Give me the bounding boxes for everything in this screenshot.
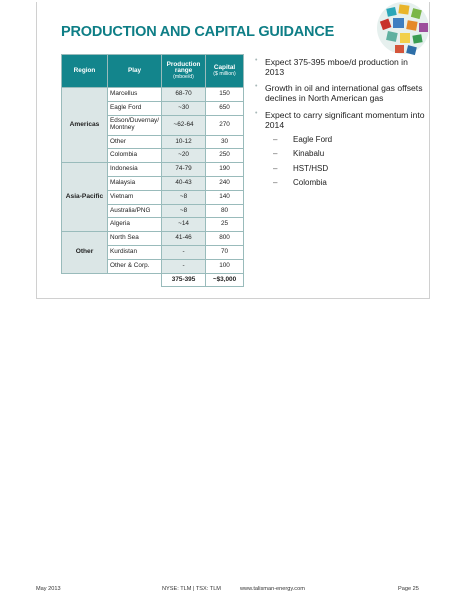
production-cell: 10-12 [162, 135, 206, 149]
guidance-table [61, 54, 244, 287]
header-capital: Capital ($ million) [206, 55, 244, 88]
production-cell: ~8 [162, 204, 206, 218]
play-cell: Indonesia [108, 163, 162, 177]
production-cell: ~30 [162, 101, 206, 115]
play-cell: Kurdistan [108, 245, 162, 259]
capital-cell: 25 [206, 218, 244, 232]
play-cell: Other & Corp. [108, 259, 162, 273]
play-cell: Marcellus [108, 88, 162, 102]
sub-bullet-list [265, 135, 425, 188]
play-cell: Algeria [108, 218, 162, 232]
region-cell: Asia-Pacific [62, 163, 108, 232]
capital-cell: 30 [206, 135, 244, 149]
production-cell: ~14 [162, 218, 206, 232]
region-cell: Americas [62, 88, 108, 163]
header-region: Region [62, 55, 108, 88]
play-cell: Vietnam [108, 190, 162, 204]
total-capital: ~$3,000 [206, 273, 244, 287]
capital-cell: 270 [206, 115, 244, 135]
production-cell: 68-70 [162, 88, 206, 102]
slide [36, 2, 430, 299]
play-cell: Australia/PNG [108, 204, 162, 218]
production-cell: 74-79 [162, 163, 206, 177]
production-cell: ~8 [162, 190, 206, 204]
bullet-item: • Growth in oil and international gas offsets declines in North American gas [255, 83, 425, 103]
capital-cell: 100 [206, 259, 244, 273]
table-row [62, 88, 244, 102]
total-production: 375-395 [162, 273, 206, 287]
header-production: Production range (mboe/d) [162, 55, 206, 88]
sub-bullet-item: – Kinabalu [265, 149, 425, 158]
region-cell: Other [62, 232, 108, 273]
header-play: Play [108, 55, 162, 88]
guidance-bullets [255, 57, 425, 194]
bullet-item [255, 110, 425, 188]
capital-cell: 80 [206, 204, 244, 218]
capital-cell: 650 [206, 101, 244, 115]
production-cell: 40-43 [162, 176, 206, 190]
footer-page-number: Page 25 [398, 586, 419, 592]
footer-date: May 2013 [36, 586, 61, 592]
play-cell: North Sea [108, 232, 162, 246]
sub-bullet-item: – HST/HSD [265, 164, 425, 173]
bullet-text: Expect to carry significant momentum into 2014 [265, 109, 425, 130]
globe-logo-icon [359, 2, 429, 62]
production-cell: - [162, 245, 206, 259]
capital-cell: 190 [206, 163, 244, 177]
production-cell: 41-46 [162, 232, 206, 246]
table-row [62, 232, 244, 246]
capital-cell: 250 [206, 149, 244, 163]
header-capital-unit: ($ million) [213, 70, 236, 77]
play-cell: Malaysia [108, 176, 162, 190]
production-cell: - [162, 259, 206, 273]
capital-cell: 140 [206, 190, 244, 204]
capital-cell: 240 [206, 176, 244, 190]
production-cell: ~20 [162, 149, 206, 163]
header-production-unit: (mboe/d) [173, 73, 194, 80]
play-cell: Other [108, 135, 162, 149]
play-cell: Colombia [108, 149, 162, 163]
capital-cell: 800 [206, 232, 244, 246]
sub-bullet-item: – Colombia [265, 178, 425, 187]
table-header-row [62, 55, 244, 88]
capital-cell: 70 [206, 245, 244, 259]
bullet-item: • Expect 375-395 mboe/d production in 2013 [255, 57, 425, 77]
sub-bullet-item: – Eagle Ford [265, 135, 425, 144]
slide-title: PRODUCTION AND CAPITAL GUIDANCE [61, 24, 335, 40]
capital-cell: 150 [206, 88, 244, 102]
footer-url[interactable]: www.talisman-energy.com [240, 586, 305, 592]
play-cell: Eagle Ford [108, 101, 162, 115]
table-row [62, 163, 244, 177]
footer-ticker: NYSE: TLM | TSX: TLM [162, 586, 221, 592]
total-row [62, 273, 244, 287]
play-cell: Edson/Duvernay/ Montney [108, 115, 162, 135]
production-cell: ~62-64 [162, 115, 206, 135]
